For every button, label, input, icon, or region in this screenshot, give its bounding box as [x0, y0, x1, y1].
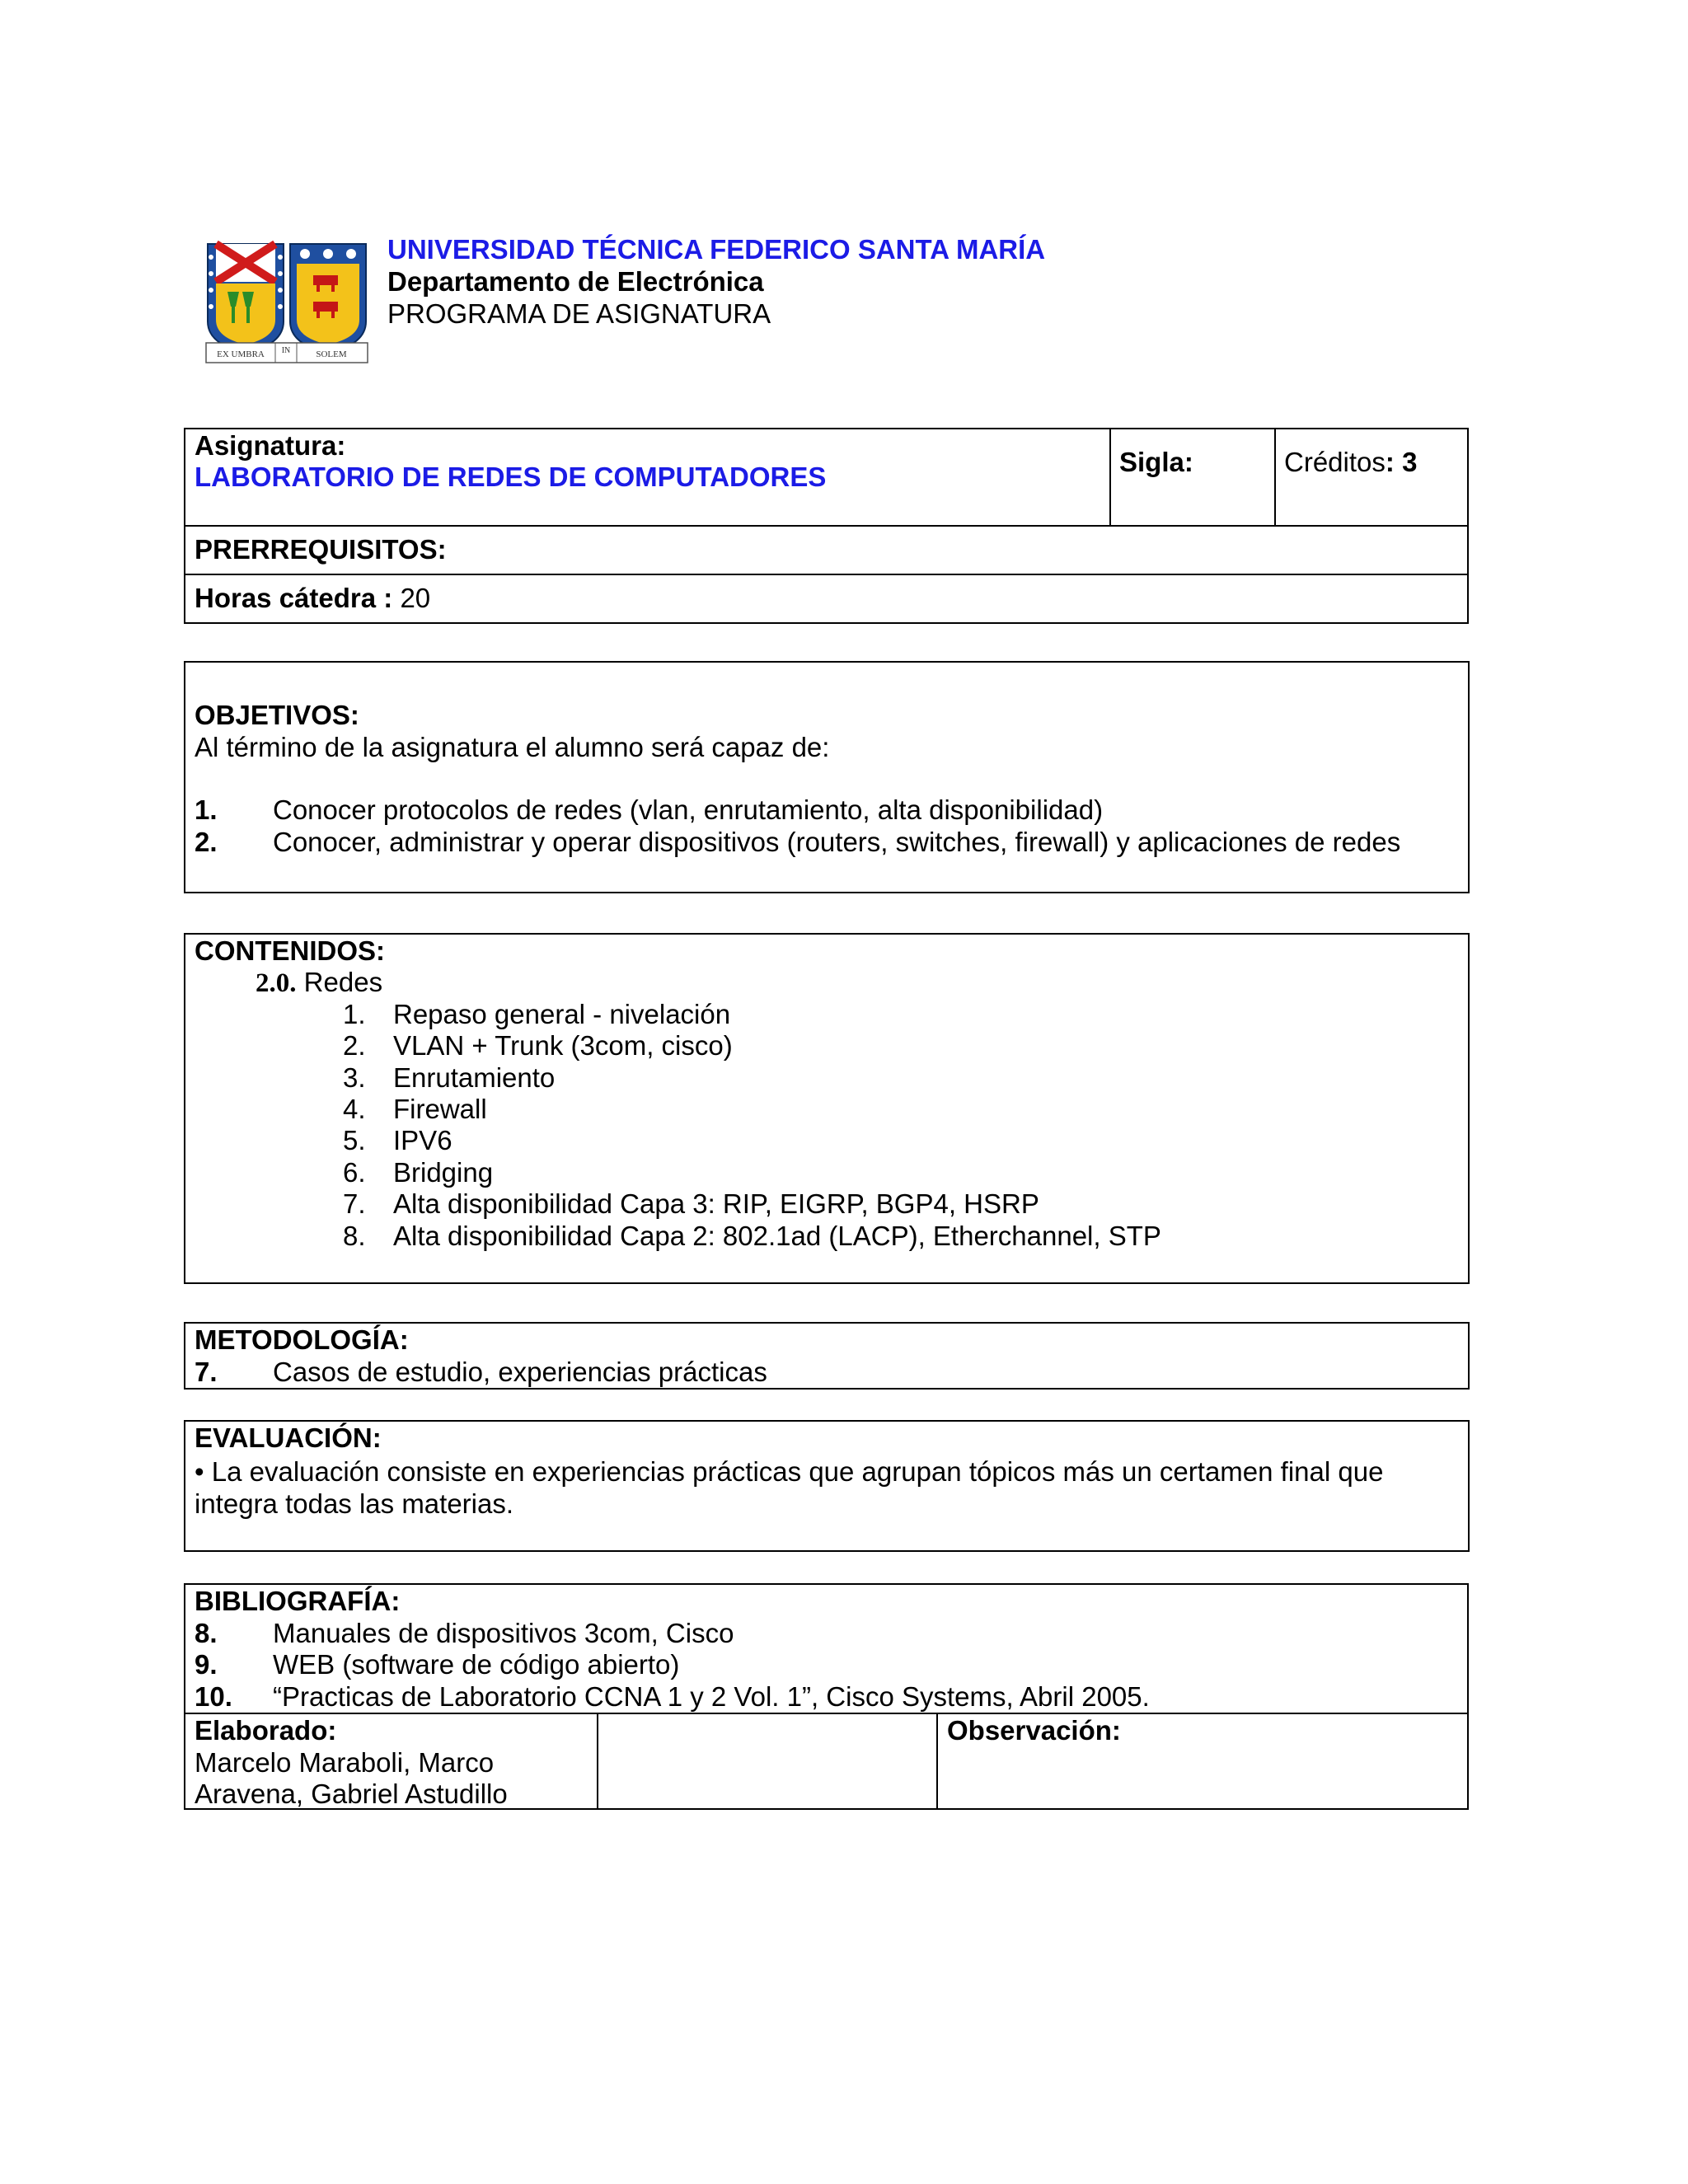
svg-text:EX UMBRA: EX UMBRA: [217, 349, 265, 359]
hours-value: 20: [400, 583, 431, 613]
content-item-text: Alta disponibilidad Capa 3: RIP, EIGRP, BGP4, HSRP: [393, 1188, 1039, 1219]
bibliography-title: BIBLIOGRAFÍA:: [195, 1586, 401, 1616]
content-item-number: 4.: [343, 1094, 366, 1124]
section-name: Redes: [303, 967, 383, 997]
elaborated-authors-continued: Aravena, Gabriel Astudillo: [195, 1779, 508, 1809]
bibliography-text: “Practicas de Laboratorio CCNA 1 y 2 Vol. 1”, Cisco Systems, Abril 2005.: [273, 1681, 1150, 1712]
university-crest: [204, 241, 369, 366]
bibliography-number: 8.: [195, 1618, 218, 1648]
evaluation-title: EVALUACIÓN:: [195, 1422, 382, 1453]
content-item-number: 5.: [343, 1125, 366, 1155]
objective-text: Conocer protocolos de redes (vlan, enrutamiento, alta disponibilidad): [273, 794, 1104, 825]
content-item-number: 3.: [343, 1062, 366, 1093]
prerequisites-label: PRERREQUISITOS:: [195, 534, 447, 565]
university-name: UNIVERSIDAD TÉCNICA FEDERICO SANTA MARÍA: [387, 234, 1046, 265]
bibliography-number: 9.: [195, 1649, 218, 1680]
evaluation-text-continued: integra todas las materias.: [195, 1488, 514, 1519]
table-divider: [1274, 428, 1276, 527]
evaluation-text: La evaluación consiste en experiencias prácticas que agrupan tópicos más un certamen final que: [211, 1456, 1384, 1487]
content-item-number: 1.: [343, 999, 366, 1029]
content-item-number: 7.: [343, 1188, 366, 1219]
content-item-text: Repaso general - nivelación: [393, 999, 731, 1029]
contents-title: CONTENIDOS:: [195, 935, 385, 966]
program-title: PROGRAMA DE ASIGNATURA: [387, 298, 771, 329]
bullet-icon: •: [195, 1456, 204, 1487]
content-item-text: VLAN + Trunk (3com, cisco): [393, 1030, 733, 1061]
content-item-text: Firewall: [393, 1094, 487, 1124]
credits-label: Créditos: [1284, 447, 1386, 477]
content-item-number: 8.: [343, 1221, 366, 1251]
objective-number: 1.: [195, 794, 218, 825]
objectives-title: OBJETIVOS:: [195, 700, 359, 730]
bibliography-text: WEB (software de código abierto): [273, 1649, 680, 1680]
objective-number: 2.: [195, 827, 218, 857]
objective-text: Conocer, administrar y operar dispositivos (routers, switches, firewall) y aplicaciones de redes: [273, 827, 1401, 857]
table-divider: [184, 525, 1469, 527]
svg-text:IN: IN: [281, 346, 291, 355]
department-name: Departamento de Electrónica: [387, 266, 764, 297]
content-item-number: 2.: [343, 1030, 366, 1061]
contents-section: [256, 966, 382, 1000]
bibliography-number: 10.: [195, 1681, 232, 1712]
observation-label: Observación:: [947, 1715, 1121, 1746]
table-divider: [597, 1713, 598, 1810]
content-item-number: 6.: [343, 1157, 366, 1188]
subject-label: Asignatura:: [195, 430, 346, 461]
table-divider: [184, 1713, 1469, 1714]
methodology-title: METODOLOGÍA:: [195, 1324, 409, 1355]
objectives-intro: Al término de la asignatura el alumno será capaz de:: [195, 732, 830, 762]
credits-separator: :: [1385, 447, 1395, 477]
credits-value: 3: [1402, 447, 1418, 477]
objectives-box: [184, 661, 1470, 893]
table-divider: [1109, 428, 1111, 527]
svg-text:SOLEM: SOLEM: [316, 349, 347, 359]
elaborated-label: Elaborado:: [195, 1715, 337, 1746]
content-item-text: Enrutamiento: [393, 1062, 556, 1093]
credits-field: [1284, 446, 1417, 478]
table-divider: [184, 574, 1469, 575]
hours-field: [195, 582, 430, 614]
table-divider: [936, 1713, 938, 1810]
section-number: 2.0.: [256, 968, 297, 998]
bibliography-text: Manuales de dispositivos 3com, Cisco: [273, 1618, 734, 1648]
methodology-number: 7.: [195, 1357, 218, 1387]
content-item-text: Bridging: [393, 1157, 494, 1188]
sigla-label: Sigla:: [1119, 447, 1193, 477]
elaborated-authors: Marcelo Maraboli, Marco: [195, 1747, 495, 1778]
content-item-text: IPV6: [393, 1125, 452, 1155]
subject-name: LABORATORIO DE REDES DE COMPUTADORES: [195, 462, 827, 492]
content-item-text: Alta disponibilidad Capa 2: 802.1ad (LACP), Etherchannel, STP: [393, 1221, 1161, 1251]
hours-label: Horas cátedra :: [195, 583, 393, 613]
evaluation-line: [195, 1455, 1383, 1488]
methodology-text: Casos de estudio, experiencias prácticas: [273, 1357, 767, 1387]
